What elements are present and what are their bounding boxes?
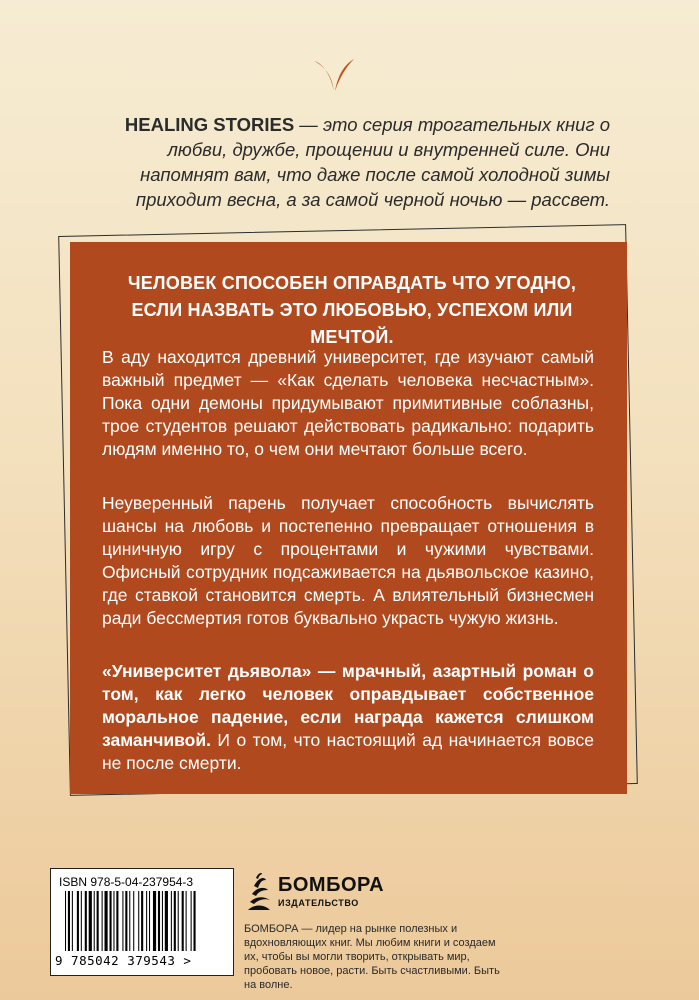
tagline: ЧЕЛОВЕК СПОСОБЕН ОПРАВДАТЬ ЧТО УГОДНО, ЕСЛИ НАЗВАТЬ ЭТО ЛЮБОВЬЮ, УСПЕХОМ ИЛИ МЕЧТОЙ. [127,273,577,347]
barcode-icon [61,891,221,953]
series-intro [90,112,610,212]
publisher-logo [244,868,385,918]
synopsis-paragraph-1: В аду находится древний университет, где изучают самый важный предмет — «Как сделать человека несчастным». Пока одни демоны придумывают примитивные соблазны, трое студентов решают действовать радикально: подарить людям именно то, о чем они мечтают больше всего. [102,347,594,459]
isbn-barcode-block [50,868,234,976]
isbn-label: ISBN 978-5-04-237954-3 [59,875,194,889]
isbn-digits: 9 785042 379543 > [55,953,192,968]
synopsis-closing: И о том, что настоящий ад начинается вовсе не после смерти. [102,730,594,773]
synopsis-highlight: «Университет дьявола» — мрачный, азартный роман о том, как легко человек оправдывает собственное моральное падение, если награда кажется слишком заманчивой. [102,661,594,750]
synopsis-paragraph-3 [102,660,594,775]
series-name: HEALING STORIES [124,114,295,135]
publisher-subtitle: ИЗДАТЕЛЬСТВО [278,898,359,908]
synopsis-panel [70,242,627,794]
publisher-wave-icon [244,870,274,914]
publisher-name: БОМБОРА [278,874,385,896]
series-description: — это серия трогательных книг о любви, дружбе, прощении и внутренней силе. Они напомнят вам, что даже после самой холодной зимы приходит весна, а за самой черной ночью — рассвет. [135,114,610,210]
publisher-description: БОМБОРА — лидер на рынке полезных и вдохновляющих книг. Мы любим книги и создаем их, чтобы вы могли творить, открывать мир, пробовать новое, расти. Быть счастливыми. Быть на волне. [244,923,500,991]
synopsis-paragraph-2: Неуверенный парень получает способность вычислять шансы на любовь и постепенно превращает отношения в циничную игру с процентами и чужими чувствами. Офисный сотрудник подсаживается на дьявольское казино, где ставкой становится смерть. А влиятельный бизнесмен ради бессмертия готов буквально украсть чужую жизнь. [102,493,594,628]
series-logo-icon [312,55,356,95]
